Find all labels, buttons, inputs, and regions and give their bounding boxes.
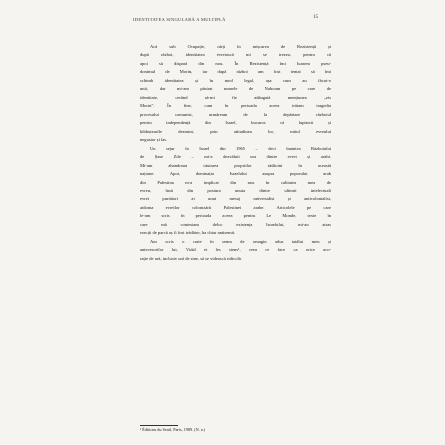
text-line: donimul de Morin, iar după război am fost tentat să îmi: [140, 69, 331, 75]
body-text: [140, 43, 331, 263]
text-line: pentru independență din Israel, bucuros că lupttorii și: [140, 120, 331, 126]
text-line: rație de ură, inclusiv ură de sine, să se videască ridicolă.: [140, 255, 242, 261]
text-line: kibbutzurile dezmint, prin atitudinea lor, mitul evreului: [140, 128, 331, 134]
text-line: aidoma evreilor colonizării Palestinei arabe. Articolele pe care: [140, 204, 331, 210]
text-line: reacții de parcă aș fi fost trădător, ba chiar antisemit.: [140, 230, 236, 236]
text-line: identitate, cerând să-mi fie adăugată mențiunea „zis: [140, 94, 331, 100]
page-number: 15: [313, 15, 318, 20]
text-line: care mă contestam deloc existența Israelului, mi-au atras: [140, 221, 331, 227]
text-line: le-am scris în perioada aceea pentru Le Monde, texte în: [140, 213, 331, 219]
text-line: negustor și las.: [140, 137, 168, 143]
text-line: din Palestina m-a implicat din nou în calitatea mea de: [140, 179, 331, 185]
text-line: unii, dar mi-am păstrat numele de Nahoum pe care de: [140, 86, 331, 92]
text-line: după război, identitatea evreiască mi se trezea, pentru că: [140, 52, 331, 58]
footnote-rule: [140, 425, 178, 426]
running-title: IDENTITATEA SINGULARĂ A MULTIPLĂ: [133, 17, 226, 22]
text-line: procesului comunist, urmăream de la depărtare războiul: [140, 111, 331, 117]
text-line: apoi să dispară din nou. În Rezistență îmi luasem pseu-: [140, 60, 331, 66]
text-line: Acă sub Ocupație, cărți în mișcarea de Rezistență și: [150, 44, 331, 49]
text-line: Am scris o carte în semn de omagiu adus tatălui meu și: [150, 238, 331, 244]
text-line: de Șase Zile – mi-a dezvăluit ura dintre evrei și arabi.: [140, 154, 331, 160]
text-line: evreu, însă din postura unuia dintre ultimii intelectuali: [140, 187, 331, 193]
footnote: ¹ Éditions du Seuil, Paris, 1989. (N. a.): [140, 427, 205, 432]
text-line: națiune. Apoi, dominația Israelului asupra poporului arab: [140, 171, 331, 177]
text-line: Un sejur în Israel din 1965 – deci înaintea Războiului: [150, 145, 331, 151]
text-line: antecesorilor lui, Vidal et les siens¹, ceea ce face ca orice aco-: [140, 247, 331, 253]
text-line: Morin”. În fine, cum în perioada aceea trăiam tragedia: [140, 103, 331, 109]
text-line: evrei purtători ai unui mesaj universalist și anticolonialist,: [140, 196, 331, 202]
text-line: Mi-am abandonat căutarea propriilor rădăcini în această: [140, 162, 331, 168]
text-line: schimb identitatea și în mod legal, așa cum au făcut-o: [140, 77, 331, 83]
